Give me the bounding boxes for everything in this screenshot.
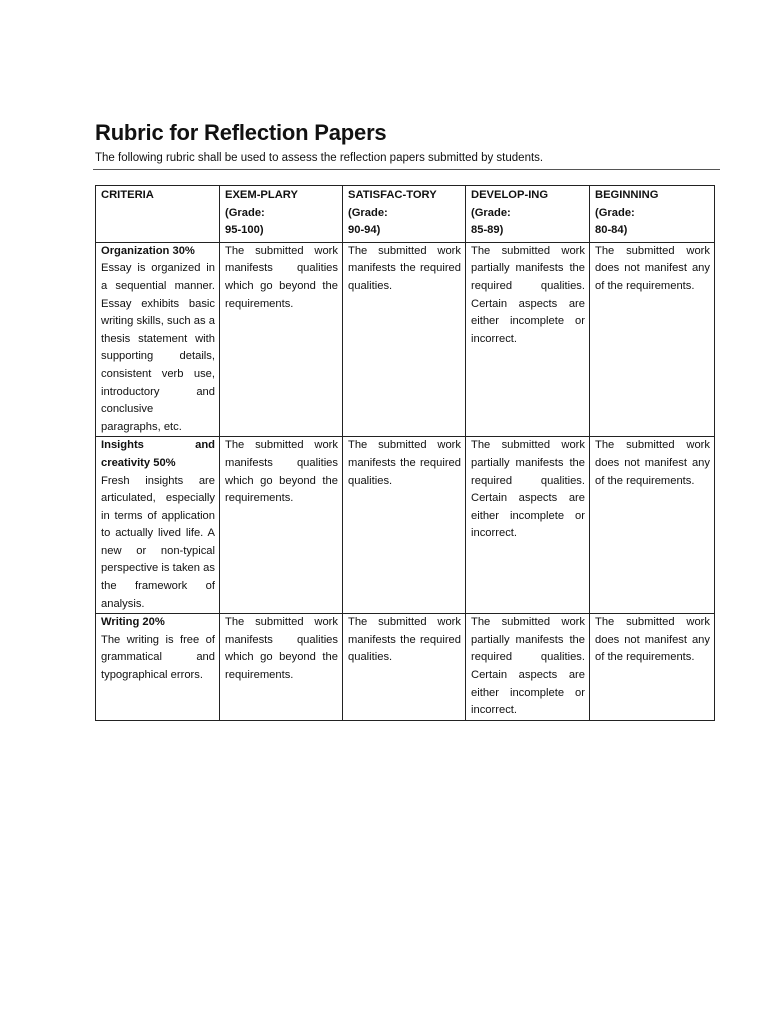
- satisfactory-cell: [343, 242, 466, 437]
- cell-text: The submitted work manifests qualities which go beyond the requirements.: [225, 616, 338, 682]
- criterion-name: Insights and creativity 50%: [101, 439, 215, 469]
- header-label: EXEM-PLARY: [225, 189, 298, 201]
- header-row: [96, 186, 715, 243]
- beginning-cell: [590, 614, 715, 721]
- beginning-cell: [590, 437, 715, 614]
- cell-text: The submitted work manifests qualities which go beyond the requirements.: [225, 439, 338, 505]
- exemplary-cell: [220, 242, 343, 437]
- header-grade-range: 95-100): [225, 224, 264, 237]
- table-row: [96, 437, 715, 614]
- page-title: Rubric for Reflection Papers: [95, 120, 387, 145]
- header-satisfactory: [343, 186, 466, 243]
- header-label: BEGINNING: [595, 189, 659, 201]
- cell-text: The submitted work partially manifests the required qualities. Certain aspects are either incomplete or incorrect.: [471, 439, 585, 540]
- table-row: [96, 242, 715, 437]
- header-grade-range: 80-84): [595, 224, 628, 237]
- header-developing: [466, 186, 590, 243]
- page-subtitle: The following rubric shall be used to assess the reflection papers submitted by students.: [95, 152, 544, 164]
- satisfactory-cell: [343, 614, 466, 721]
- header-label: SATISFAC-TORY: [348, 189, 437, 201]
- developing-cell: [466, 437, 590, 614]
- header-label: DEVELOP-ING: [471, 189, 549, 201]
- header-grade-range: 85-89): [471, 224, 504, 237]
- cell-text: The submitted work manifests the required qualities.: [348, 244, 461, 292]
- criterion-cell: [96, 242, 220, 437]
- developing-cell: [466, 614, 590, 721]
- criterion-name: Writing 20%: [101, 616, 165, 629]
- header-label: CRITERIA: [101, 189, 154, 201]
- criterion-description: Essay is organized in a sequential manner. Essay exhibits basic writing skills, such as a thesis statement with supporting details, consistent verb use, introductory and conclusive paragraphs, etc.: [101, 262, 215, 433]
- header-beginning: [590, 186, 715, 243]
- satisfactory-cell: [343, 437, 466, 614]
- developing-cell: [466, 242, 590, 437]
- title-divider: [93, 169, 720, 170]
- criterion-cell: [96, 437, 220, 614]
- header-criteria: [96, 186, 220, 243]
- cell-text: The submitted work partially manifests the required qualities. Certain aspects are either incomplete or incorrect.: [471, 244, 585, 345]
- cell-text: The submitted work partially manifests the required qualities. Certain aspects are either incomplete or incorrect.: [471, 616, 585, 717]
- header-grade-label: (Grade:: [471, 206, 511, 219]
- header-grade-range: 90-94): [348, 224, 381, 237]
- header-grade-label: (Grade:: [348, 206, 388, 219]
- header-grade-label: (Grade:: [225, 206, 265, 219]
- criterion-name: Organization 30%: [101, 244, 195, 257]
- exemplary-cell: [220, 614, 343, 721]
- header-exemplary: [220, 186, 343, 243]
- cell-text: The submitted work does not manifest any of the requirements.: [595, 616, 710, 664]
- criterion-description: The writing is free of grammatical and typographical errors.: [101, 633, 215, 682]
- criterion-cell: [96, 614, 220, 721]
- cell-text: The submitted work manifests the required qualities.: [348, 439, 461, 487]
- beginning-cell: [590, 242, 715, 437]
- exemplary-cell: [220, 437, 343, 614]
- criterion-description: Fresh insights are articulated, especially in terms of application to actually lived life. A new or non-typical perspective is taken as the framework of analysis.: [101, 474, 215, 610]
- cell-text: The submitted work manifests the required qualities.: [348, 616, 461, 664]
- cell-text: The submitted work manifests qualities which go beyond the requirements.: [225, 244, 338, 310]
- rubric-table: [95, 185, 715, 721]
- cell-text: The submitted work does not manifest any of the requirements.: [595, 244, 710, 292]
- header-grade-label: (Grade:: [595, 206, 635, 219]
- table-row: [96, 614, 715, 721]
- cell-text: The submitted work does not manifest any of the requirements.: [595, 439, 710, 487]
